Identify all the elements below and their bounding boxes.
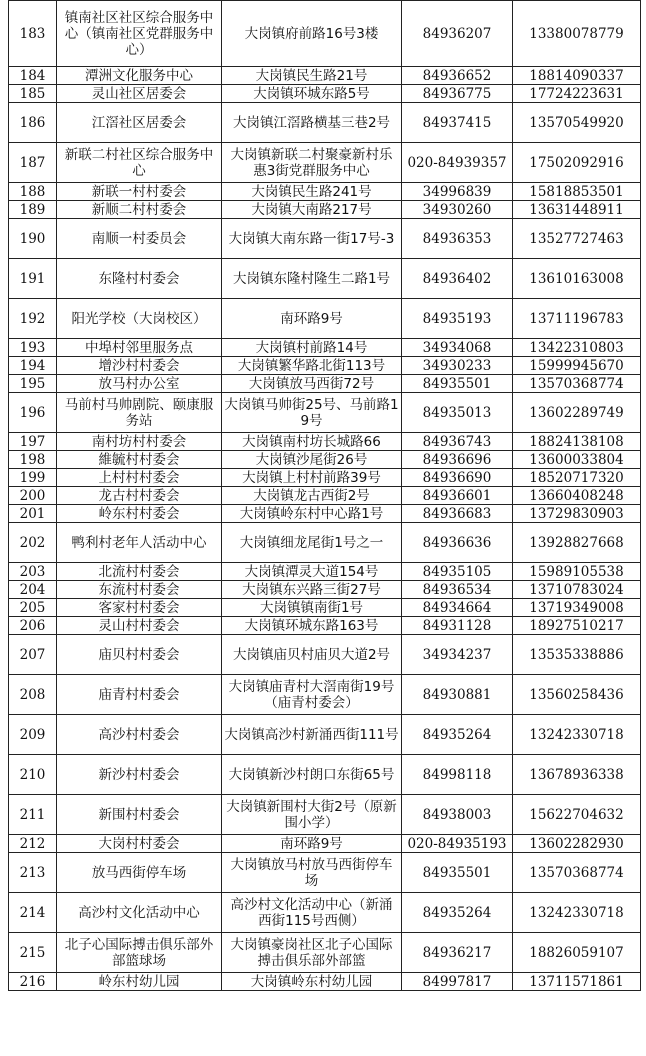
phone-number: 84931128 [402, 617, 513, 635]
phone-number: 84936696 [402, 451, 513, 469]
venue-address: 大岗镇民生路241号 [222, 183, 402, 201]
table-row [9, 1, 641, 67]
mobile-number: 18814090337 [513, 67, 641, 85]
mobile-number: 18826059107 [513, 933, 641, 973]
mobile-number: 13928827668 [513, 523, 641, 563]
venue-address: 大岗镇岭东村幼儿园 [222, 973, 402, 991]
phone-number: 34996839 [402, 183, 513, 201]
venue-name: 新联二村社区综合服务中心 [57, 143, 222, 183]
row-number: 216 [9, 973, 57, 991]
phone-number: 84936217 [402, 933, 513, 973]
venue-address: 大岗镇庙青村大滘南街19号（庙青村委会） [222, 675, 402, 715]
row-number: 189 [9, 201, 57, 219]
venue-address: 大岗镇民生路21号 [222, 67, 402, 85]
row-number: 184 [9, 67, 57, 85]
row-number: 215 [9, 933, 57, 973]
phone-number: 84935264 [402, 715, 513, 755]
phone-number: 84935013 [402, 393, 513, 433]
venue-name: 增沙村村委会 [57, 357, 222, 375]
table-row [9, 469, 641, 487]
table-row [9, 523, 641, 563]
mobile-number: 13631448911 [513, 201, 641, 219]
mobile-number: 13570368774 [513, 853, 641, 893]
venue-address: 大岗镇细龙尾街1号之一 [222, 523, 402, 563]
venue-name: 新沙村村委会 [57, 755, 222, 795]
phone-number: 84935193 [402, 299, 513, 339]
row-number: 207 [9, 635, 57, 675]
phone-number: 84936207 [402, 1, 513, 67]
table-row [9, 219, 641, 259]
table-row [9, 853, 641, 893]
venue-address: 大岗镇马帅街25号、马前路19号 [222, 393, 402, 433]
row-number: 191 [9, 259, 57, 299]
venue-address: 大岗镇江滘路横基三巷2号 [222, 103, 402, 143]
venue-name: 灵山村村委会 [57, 617, 222, 635]
venue-name: 上村村村委会 [57, 469, 222, 487]
phone-number: 84998118 [402, 755, 513, 795]
row-number: 212 [9, 835, 57, 853]
row-number: 201 [9, 505, 57, 523]
mobile-number: 13719349008 [513, 599, 641, 617]
phone-number: 84936534 [402, 581, 513, 599]
venue-name: 鸭利村老年人活动中心 [57, 523, 222, 563]
venue-address: 大岗镇大南路217号 [222, 201, 402, 219]
mobile-number: 13570368774 [513, 375, 641, 393]
venue-name: 东隆村村委会 [57, 259, 222, 299]
table-row [9, 635, 641, 675]
venue-name: 岭东村幼儿园 [57, 973, 222, 991]
venue-name: 新围村村委会 [57, 795, 222, 835]
table-row [9, 675, 641, 715]
phone-number: 84935264 [402, 893, 513, 933]
phone-number: 84997817 [402, 973, 513, 991]
mobile-number: 13602289749 [513, 393, 641, 433]
phone-number: 34930260 [402, 201, 513, 219]
venue-address: 大岗镇环城东路5号 [222, 85, 402, 103]
venue-address: 大岗镇龙古西街2号 [222, 487, 402, 505]
table-row [9, 617, 641, 635]
mobile-number: 13242330718 [513, 893, 641, 933]
row-number: 192 [9, 299, 57, 339]
table-row [9, 143, 641, 183]
venue-name: 維毓村村委会 [57, 451, 222, 469]
row-number: 195 [9, 375, 57, 393]
mobile-number: 13711196783 [513, 299, 641, 339]
venue-name: 放马村办公室 [57, 375, 222, 393]
venue-address: 大岗镇岭东村中心路1号 [222, 505, 402, 523]
venue-address: 大岗镇村前路14号 [222, 339, 402, 357]
row-number: 196 [9, 393, 57, 433]
venue-name: 新联一村村委会 [57, 183, 222, 201]
venue-name: 北子心国际搏击俱乐部外部篮球场 [57, 933, 222, 973]
table-row [9, 487, 641, 505]
table-row [9, 933, 641, 973]
venue-name: 潭洲文化服务中心 [57, 67, 222, 85]
mobile-number: 18520717320 [513, 469, 641, 487]
mobile-number: 13678936338 [513, 755, 641, 795]
mobile-number: 13660408248 [513, 487, 641, 505]
table-row [9, 893, 641, 933]
phone-number: 84935501 [402, 853, 513, 893]
venue-address: 大岗镇庙贝村庙贝大道2号 [222, 635, 402, 675]
table-row [9, 715, 641, 755]
mobile-number: 15818853501 [513, 183, 641, 201]
phone-number: 84936683 [402, 505, 513, 523]
row-number: 213 [9, 853, 57, 893]
mobile-number: 18927510217 [513, 617, 641, 635]
venue-name: 镇南社区社区综合服务中心（镇南社区党群服务中心） [57, 1, 222, 67]
venue-address: 大岗镇镇南街1号 [222, 599, 402, 617]
address-table [8, 0, 641, 991]
table-row [9, 299, 641, 339]
venue-address: 大岗镇府前路16号3楼 [222, 1, 402, 67]
mobile-number: 13710783024 [513, 581, 641, 599]
venue-name: 中埠村邻里服务点 [57, 339, 222, 357]
venue-name: 马前村马帅剧院、颐康服务站 [57, 393, 222, 433]
phone-number: 84936636 [402, 523, 513, 563]
row-number: 194 [9, 357, 57, 375]
row-number: 197 [9, 433, 57, 451]
venue-address: 大岗镇上村村前路39号 [222, 469, 402, 487]
table-row [9, 339, 641, 357]
table-row [9, 505, 641, 523]
venue-name: 南村坊村村委会 [57, 433, 222, 451]
venue-name: 岭东村村委会 [57, 505, 222, 523]
venue-name: 高沙村文化活动中心 [57, 893, 222, 933]
venue-address: 大岗镇潭灵大道154号 [222, 563, 402, 581]
venue-name: 庙贝村村委会 [57, 635, 222, 675]
phone-number: 020-84939357 [402, 143, 513, 183]
row-number: 202 [9, 523, 57, 563]
phone-number: 84936743 [402, 433, 513, 451]
table-row [9, 755, 641, 795]
table-row [9, 259, 641, 299]
row-number: 199 [9, 469, 57, 487]
row-number: 188 [9, 183, 57, 201]
table-row [9, 433, 641, 451]
table-row [9, 973, 641, 991]
mobile-number: 13560258436 [513, 675, 641, 715]
row-number: 200 [9, 487, 57, 505]
table-row [9, 599, 641, 617]
phone-number: 84935105 [402, 563, 513, 581]
table-row [9, 835, 641, 853]
venue-name: 南顺一村委员会 [57, 219, 222, 259]
venue-address: 大岗镇新围村大街2号（原新围小学） [222, 795, 402, 835]
venue-name: 灵山社区居委会 [57, 85, 222, 103]
mobile-number: 15999945670 [513, 357, 641, 375]
table-row [9, 183, 641, 201]
mobile-number: 13422310803 [513, 339, 641, 357]
venue-name: 高沙村村委会 [57, 715, 222, 755]
phone-number: 84930881 [402, 675, 513, 715]
row-number: 183 [9, 1, 57, 67]
table-row [9, 67, 641, 85]
phone-number: 84934664 [402, 599, 513, 617]
venue-name: 江滘社区居委会 [57, 103, 222, 143]
phone-number: 84936652 [402, 67, 513, 85]
mobile-number: 13711571861 [513, 973, 641, 991]
venue-address: 大岗镇东兴路三街27号 [222, 581, 402, 599]
mobile-number: 15989105538 [513, 563, 641, 581]
venue-address: 大岗镇放马村放马西街停车场 [222, 853, 402, 893]
row-number: 210 [9, 755, 57, 795]
mobile-number: 13242330718 [513, 715, 641, 755]
venue-address: 大岗镇豪岗社区北子心国际搏击俱乐部外部篮 [222, 933, 402, 973]
row-number: 193 [9, 339, 57, 357]
phone-number: 020-84935193 [402, 835, 513, 853]
venue-address: 高沙村文化活动中心（新涌西街115号西侧） [222, 893, 402, 933]
mobile-number: 15622704632 [513, 795, 641, 835]
row-number: 203 [9, 563, 57, 581]
phone-number: 34934068 [402, 339, 513, 357]
mobile-number: 13527727463 [513, 219, 641, 259]
table-row [9, 563, 641, 581]
venue-address: 大岗镇大南东路一街17号-3 [222, 219, 402, 259]
phone-number: 84935501 [402, 375, 513, 393]
table-row [9, 795, 641, 835]
phone-number: 84936775 [402, 85, 513, 103]
venue-address: 大岗镇高沙村新涌西街111号 [222, 715, 402, 755]
row-number: 187 [9, 143, 57, 183]
mobile-number: 13535338886 [513, 635, 641, 675]
venue-name: 东流村村委会 [57, 581, 222, 599]
mobile-number: 17502092916 [513, 143, 641, 183]
table-body [9, 1, 641, 991]
venue-address: 大岗镇放马西街72号 [222, 375, 402, 393]
venue-name: 大岗村村委会 [57, 835, 222, 853]
venue-name: 北流村村委会 [57, 563, 222, 581]
venue-name: 放马西街停车场 [57, 853, 222, 893]
table-row [9, 85, 641, 103]
phone-number: 84936690 [402, 469, 513, 487]
venue-address: 大岗镇东隆村隆生二路1号 [222, 259, 402, 299]
table-row [9, 103, 641, 143]
venue-name: 新顺二村村委会 [57, 201, 222, 219]
venue-name: 客家村村委会 [57, 599, 222, 617]
mobile-number: 13570549920 [513, 103, 641, 143]
row-number: 211 [9, 795, 57, 835]
mobile-number: 13610163008 [513, 259, 641, 299]
venue-address: 大岗镇沙尾街26号 [222, 451, 402, 469]
row-number: 185 [9, 85, 57, 103]
phone-number: 84936601 [402, 487, 513, 505]
row-number: 214 [9, 893, 57, 933]
row-number: 198 [9, 451, 57, 469]
venue-address: 大岗镇新沙村朗口东街65号 [222, 755, 402, 795]
table-row [9, 375, 641, 393]
venue-address: 大岗镇南村坊长城路66 [222, 433, 402, 451]
row-number: 209 [9, 715, 57, 755]
venue-name: 阳光学校（大岗校区） [57, 299, 222, 339]
venue-name: 龙古村村委会 [57, 487, 222, 505]
row-number: 190 [9, 219, 57, 259]
row-number: 206 [9, 617, 57, 635]
row-number: 208 [9, 675, 57, 715]
mobile-number: 17724223631 [513, 85, 641, 103]
phone-number: 84938003 [402, 795, 513, 835]
venue-name: 庙青村村委会 [57, 675, 222, 715]
phone-number: 84936402 [402, 259, 513, 299]
mobile-number: 13729830903 [513, 505, 641, 523]
mobile-number: 13602282930 [513, 835, 641, 853]
phone-number: 34934237 [402, 635, 513, 675]
mobile-number: 13600033804 [513, 451, 641, 469]
table-row [9, 581, 641, 599]
table-row [9, 201, 641, 219]
phone-number: 84936353 [402, 219, 513, 259]
table-row [9, 357, 641, 375]
venue-address: 大岗镇新联二村聚豪新村乐惠3街党群服务中心 [222, 143, 402, 183]
table-row [9, 451, 641, 469]
phone-number: 34930233 [402, 357, 513, 375]
row-number: 205 [9, 599, 57, 617]
row-number: 186 [9, 103, 57, 143]
phone-number: 84937415 [402, 103, 513, 143]
mobile-number: 18824138108 [513, 433, 641, 451]
venue-address: 大岗镇环城东路163号 [222, 617, 402, 635]
table-row [9, 393, 641, 433]
venue-address: 大岗镇繁华路北街113号 [222, 357, 402, 375]
venue-address: 南环路9号 [222, 835, 402, 853]
venue-address: 南环路9号 [222, 299, 402, 339]
mobile-number: 13380078779 [513, 1, 641, 67]
row-number: 204 [9, 581, 57, 599]
